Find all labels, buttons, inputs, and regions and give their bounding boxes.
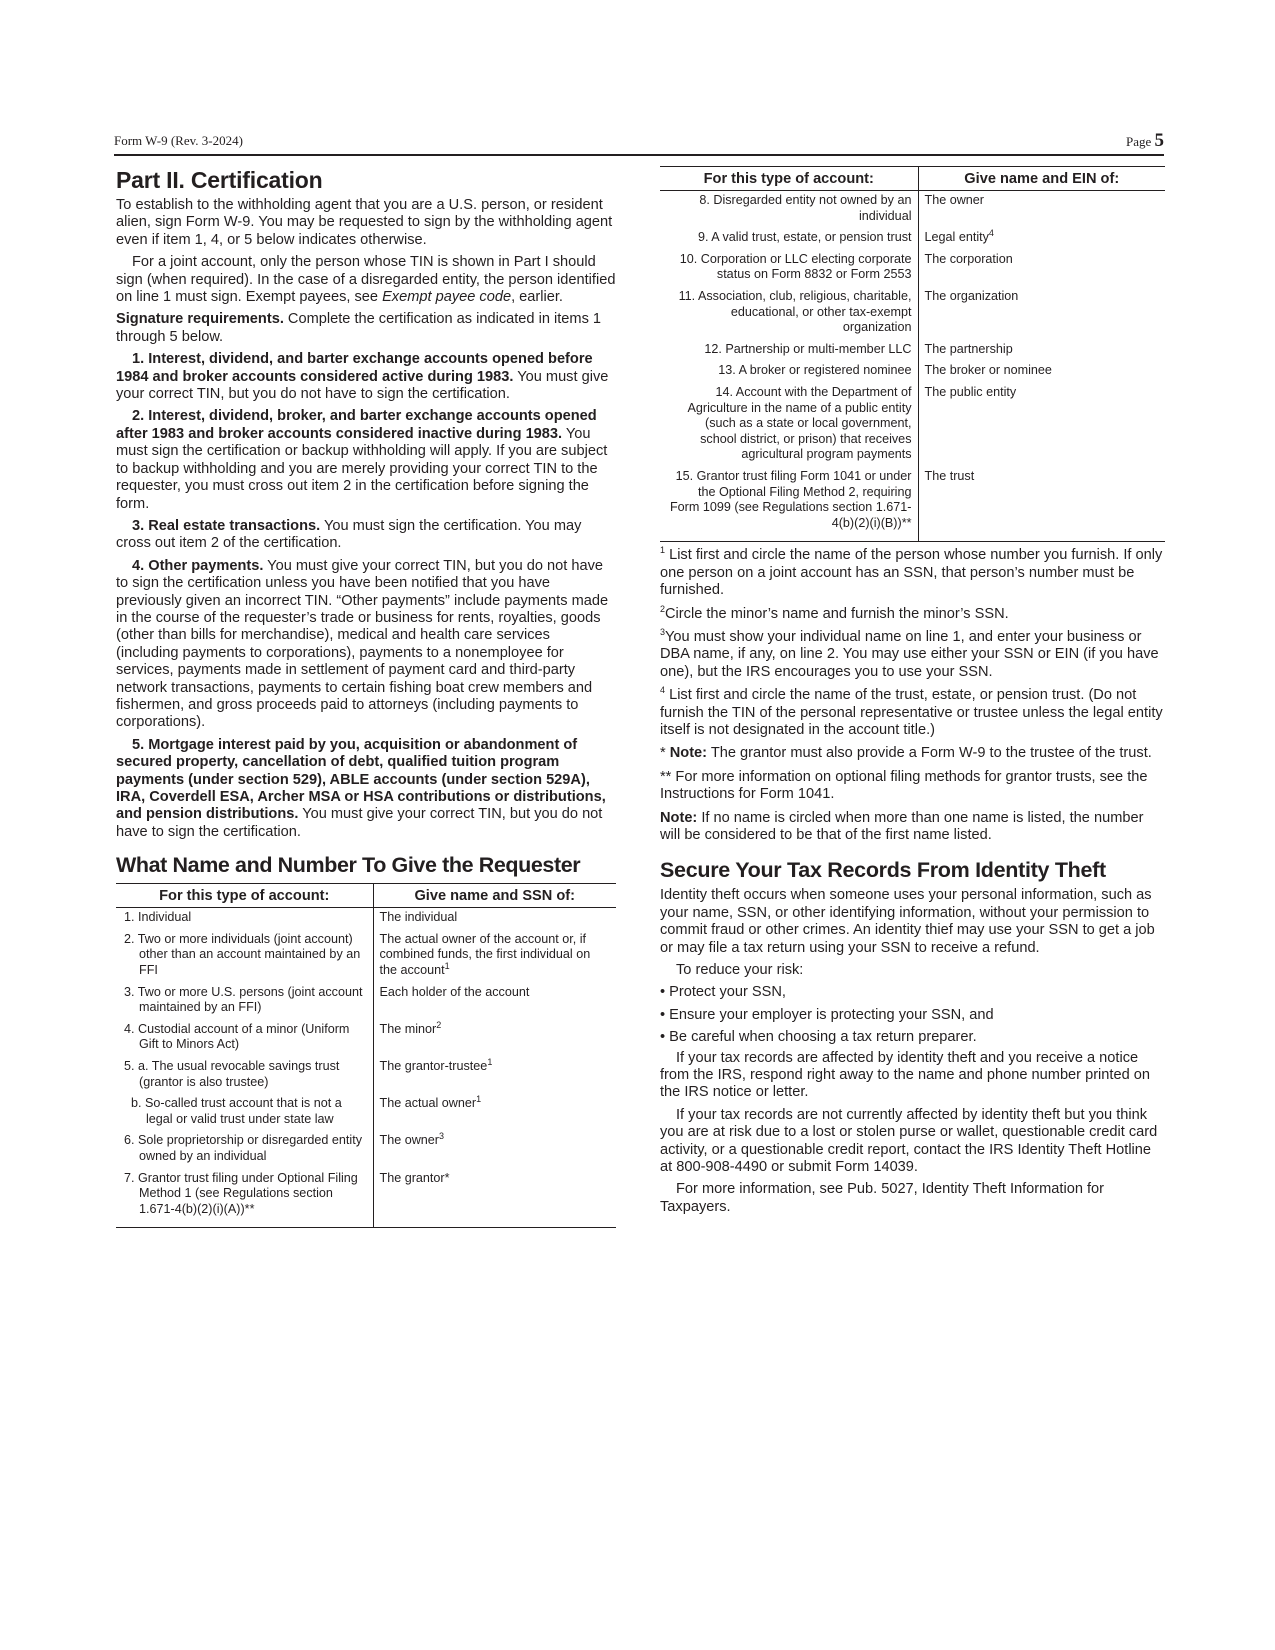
give-cell: Each holder of the account: [379, 984, 530, 999]
bullet-item: • Protect your SSN,: [660, 984, 786, 1001]
account-cell: 14. Account with the Department of Agriculture in the name of a public entity (such as a state or local government, school district, or prison) that receives agricultural program payments: [660, 383, 918, 467]
account-cell: 13. A broker or registered nominee: [660, 361, 918, 383]
table-row: [116, 1169, 616, 1228]
account-cell: b. So-called trust account that is not a legal or valid trust under state law: [131, 1096, 342, 1126]
identity-theft-paragraph: Identity theft occurs when someone uses your personal information, such as your name, SSN, or other identifying information, without your permission to commit fraud or other crimes. An identity thief may use your SSN to get a job or may file a tax return using your SSN to receive a refund.: [660, 887, 1155, 956]
circled-name-note: Note: If no name is circled when more than one name is listed, the number will be considered to be that of the first name listed.: [660, 809, 1144, 843]
account-cell: 12. Partnership or multi-member LLC: [660, 340, 918, 362]
ein-table-header-account: For this type of account:: [660, 167, 918, 191]
item-1: 1. Interest, dividend, and barter exchange accounts opened before 1984 and broker accounts considered active during 1983. You must give your correct TIN, but you do not have to sign the certification.: [116, 351, 609, 403]
give-cell: The actual owner$^1$: [379, 1093, 482, 1111]
right-column: [660, 166, 1165, 1216]
footnote-2: $^2$Circle the minor’s name and furnish the minor’s SSN.: [660, 603, 1009, 622]
account-cell: 15. Grantor trust filing Form 1041 or under the Optional Filing Method 2, requiring Form 1099 (see Regulations section 1.671-4(b)(2)(i)(B))**: [660, 467, 918, 542]
table-row: [116, 983, 616, 1020]
table-row: [116, 1020, 616, 1057]
table-row: [660, 383, 1165, 467]
bullet-item: • Ensure your employer is protecting your SSN, and: [660, 1006, 994, 1023]
optional-filing-note: ** For more information on optional filing methods for grantor trusts, see the Instructions for Form 1041.: [660, 768, 1148, 803]
footnote-3: $^3$You must show your individual name on line 1, and enter your business or DBA name, if any, on line 2. You may use either your SSN or EIN (if you have one), but the IRS encourages you to use your SSN.: [660, 627, 1159, 680]
table-row: [660, 287, 1165, 340]
give-cell: The individual: [379, 910, 458, 925]
item-5: 5. Mortgage interest paid by you, acquisition or abandonment of secured property, cancellation of debt, qualified tuition program payments (under section 529), ABLE accounts (under section 529A), IRA, Coverdell ESA, Archer MSA or HSA contributions or distributions, and pension distributions. You must give your correct TIN, but you do not have to sign the certification.: [116, 736, 606, 840]
account-cell: 11. Association, club, religious, charitable, educational, or other tax-exempt organization: [660, 287, 918, 340]
signature-requirements: Signature requirements. Complete the certification as indicated in items 1 through 5 below.: [116, 311, 602, 345]
ssn-table-header-give: Give name and SSN of:: [373, 884, 616, 908]
left-column: [116, 166, 616, 1228]
bullet-item: • Be careful when choosing a tax return preparer.: [660, 1029, 977, 1046]
account-cell: 9. A valid trust, estate, or pension trust: [660, 228, 918, 250]
table-row: [116, 930, 616, 983]
affected-records-paragraph: If your tax records are affected by identity theft and you receive a notice from the IRS, respond right away to the name and phone number printed on the IRS notice or letter.: [660, 1049, 1150, 1101]
item-2: 2. Interest, dividend, broker, and barter exchange accounts opened after 1983 and broker accounts considered inactive during 1983. You must sign the certification or backup withholding will apply. If you are subject to backup withholding and you are merely providing your correct TIN to the requester, you must cross out item 2 in the certification before signing the form.: [116, 408, 608, 512]
account-cell: 3. Two or more U.S. persons (joint account maintained by an FFI): [124, 984, 363, 1015]
grantor-note: * Note: The grantor must also provide a Form W-9 to the trustee of the trust.: [660, 745, 1152, 762]
account-cell: 7. Grantor trust filing under Optional Filing Method 1 (see Regulations section 1.671-4(b)(2)(i)(A))**: [124, 1170, 358, 1216]
give-cell: The public entity: [924, 384, 1017, 399]
part2-heading: Part II. Certification: [116, 167, 323, 193]
table-row: [660, 228, 1165, 250]
give-cell: Legal entity$^4$: [924, 228, 994, 245]
give-cell: The partnership: [924, 341, 1013, 356]
page-header: [114, 130, 1164, 156]
account-cell: 5. a. The usual revocable savings trust (grantor is also trustee): [124, 1058, 340, 1089]
page-number: Page 5: [1125, 130, 1164, 151]
footnote-4: $^4$ List first and circle the name of the trust, estate, or pension trust. (Do not furnish the TIN of the personal representative or trustee unless the legal entity itself is not designated in the account title.): [660, 685, 1163, 738]
part2-paragraph: To establish to the withholding agent that you are a U.S. person, or resident alien, sign Form W-9. You may be requested to sign by the withholding agent even if item 1, 4, or 5 below indicates otherwise.: [116, 197, 613, 248]
account-cell: 2. Two or more individuals (joint account) other than an account maintained by an FFI: [124, 931, 361, 977]
footnote-1: $^1$ List first and circle the name of the person whose number you furnish. If only one person on a joint account has an SSN, that person’s number must be furnished.: [660, 545, 1163, 599]
ein-table: [660, 166, 1165, 542]
give-cell: The actual owner of the account or, if combined funds, the first individual on the account$^1$: [379, 931, 591, 977]
ssn-table-header-account: For this type of account:: [116, 884, 373, 908]
give-cell: The corporation: [924, 251, 1013, 266]
give-cell: The owner: [924, 193, 985, 207]
more-information-paragraph: For more information, see Pub. 5027, Identity Theft Information for Taxpayers.: [660, 1181, 1105, 1215]
account-cell: 1. Individual: [116, 908, 373, 930]
ein-table-header-give: Give name and EIN of:: [918, 167, 1165, 191]
give-cell: The trust: [918, 467, 1165, 542]
item-3: 3. Real estate transactions. You must sign the certification. You may cross out item 2 of the certification.: [116, 517, 582, 552]
table-row: [660, 250, 1165, 287]
ssn-table: [116, 883, 616, 1228]
give-cell: The grantor*: [373, 1169, 616, 1228]
table-row: [660, 191, 1165, 229]
reduce-risk-paragraph: To reduce your risk:: [676, 962, 804, 978]
table-row: [660, 361, 1165, 383]
account-cell: 8. Disregarded entity not owned by an individual: [660, 191, 918, 229]
requester-heading: What Name and Number To Give the Requester: [116, 853, 581, 878]
form-identifier: Form W-9 (Rev. 3-2024): [114, 133, 243, 148]
table-row: [660, 340, 1165, 362]
give-cell: The grantor-trustee$^1$: [379, 1056, 493, 1073]
hotline-paragraph: If your tax records are not currently affected by identity theft but you think you are at risk due to a lost or stolen purse or wallet, questionable credit card activity, or a questionable credit report, contact the IRS Identity Theft Hotline at 800-908-4490 or submit Form 14039.: [660, 1106, 1158, 1176]
account-cell: 6. Sole proprietorship or disregarded entity owned by an individual: [124, 1133, 363, 1163]
give-cell: The owner$^3$: [379, 1131, 445, 1148]
identity-theft-heading: Secure Your Tax Records From Identity Theft: [660, 858, 1106, 883]
joint-account-paragraph: For a joint account, only the person whose TIN is shown in Part I should sign (when required). In the case of a disregarded entity, the person identified on line 1 must sign. Exempt payees, see Exempt payee code, earlier.: [116, 254, 616, 306]
give-cell: The organization: [924, 288, 1019, 303]
table-row: [660, 467, 1165, 542]
table-row: [116, 908, 616, 930]
table-row: [116, 1094, 616, 1131]
table-row: [116, 1131, 616, 1168]
give-cell: The broker or nominee: [924, 363, 1052, 378]
item-4: 4. Other payments. You must give your correct TIN, but you do not have to sign the certification unless you have been notified that you have previously given an incorrect TIN. “Other payments” include payments made in the course of the requester’s trade or business for rents, royalties, goods (other than bills for merchandise), medical and health care services (including payments to corporations), payments to a nonemployee for services, payments made in settlement of payment card and third-party network transactions, payments to certain fishing boat crew members and fishermen, and gross proceeds paid to attorneys (including payments to corporations).: [116, 557, 609, 731]
table-row: [116, 1057, 616, 1094]
account-cell: 10. Corporation or LLC electing corporate status on Form 8832 or Form 2553: [660, 250, 918, 287]
account-cell: 4. Custodial account of a minor (Uniform Gift to Minors Act): [124, 1021, 350, 1052]
give-cell: The minor$^2$: [379, 1019, 442, 1036]
